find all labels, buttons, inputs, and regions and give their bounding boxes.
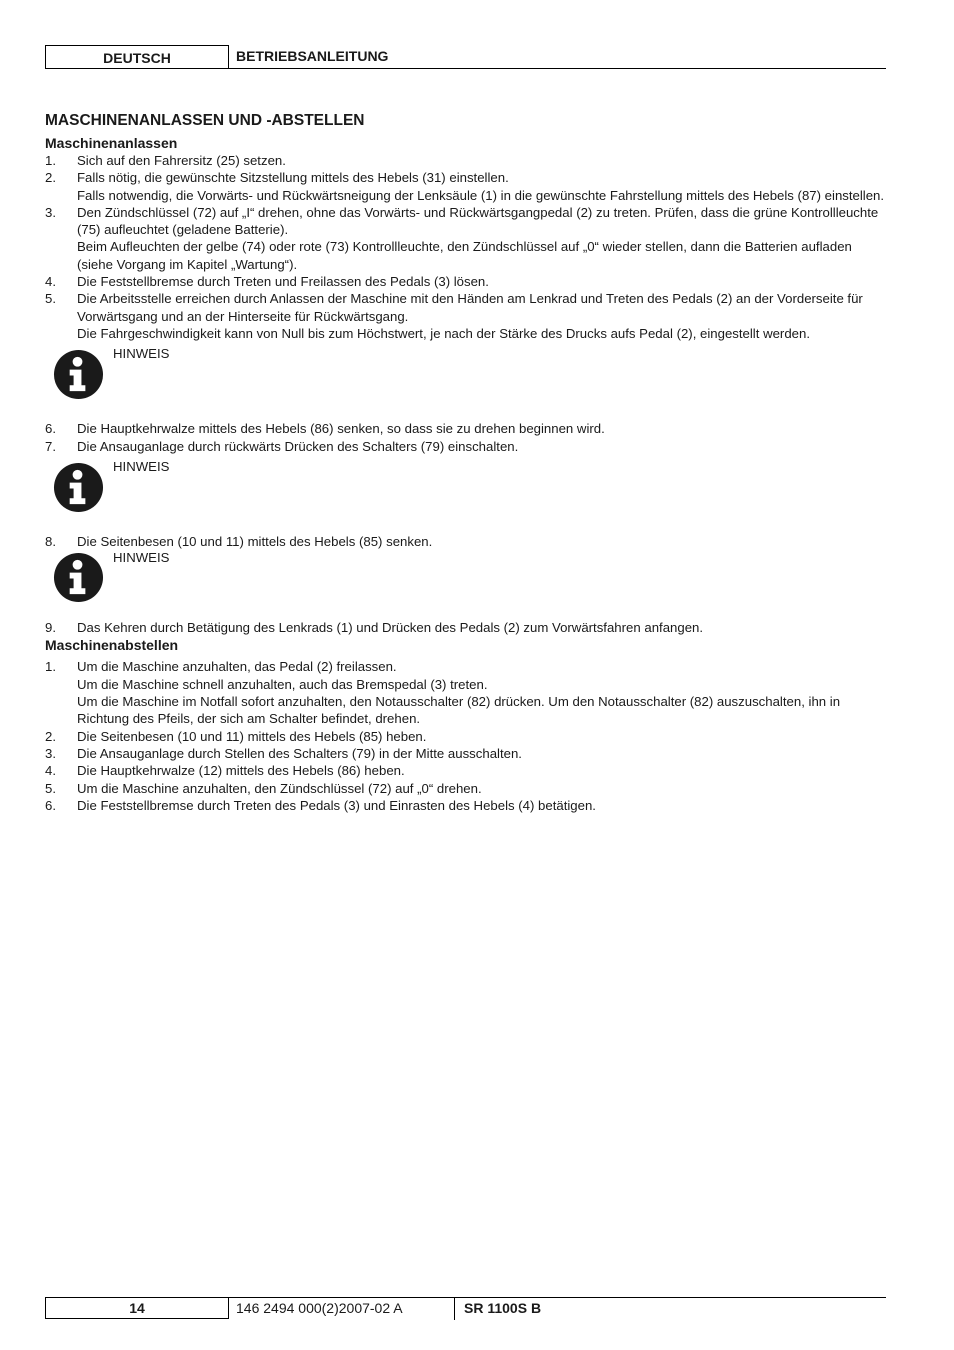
step-number: 2 . <box>45 169 56 186</box>
step-text: Die Seitenbesen (10 und 11) mittels des Hebels (85) senken. <box>77 533 433 549</box>
start-step-7 <box>45 438 890 455</box>
main-content <box>45 108 890 814</box>
step-number: 2 . <box>45 728 56 745</box>
model-name: SR 1100S B <box>464 1300 542 1316</box>
step-text: Die Hauptkehrwalze (12) mittels des Hebels (86) heben. <box>77 763 405 779</box>
step-text: Die Feststellbremse durch Treten und Freilassen des Pedals (3) lösen. <box>77 274 489 290</box>
note-label: HINWEIS <box>113 458 170 474</box>
step-number: 3 . <box>45 204 56 221</box>
step-number: 4 . <box>45 273 56 290</box>
step-number: 4 . <box>45 762 56 779</box>
start-steps-continued <box>45 619 890 636</box>
stop-step-5 <box>45 780 890 797</box>
step-text: Um die Maschine anzuhalten, den Zündschlüssel (72) auf „0“ drehen. <box>77 780 482 796</box>
start-step-2 <box>45 169 890 204</box>
step-text: Falls notwendig, die Vorwärts- und Rückwärtsneigung der Lenksäule (1) in die gewünschte Fahrstellung mittels des Hebels (87) einstellen. <box>77 187 885 203</box>
step-number: 5 . <box>45 780 56 797</box>
step-number: 6 . <box>45 420 56 437</box>
step-number: 1 . <box>45 152 56 169</box>
section-title: MASCHINENANLASSEN UND -ABSTELLEN <box>45 112 365 129</box>
stop-steps <box>45 658 890 814</box>
step-text: Sich auf den Fahrersitz (25) setzen. <box>77 153 286 168</box>
start-step-6 <box>45 420 890 437</box>
note-box <box>45 550 890 619</box>
start-heading: Maschinenanlassen <box>45 135 178 151</box>
footer-divider <box>454 1298 455 1320</box>
step-number: 7 . <box>45 438 56 455</box>
page-number: 14 <box>45 1298 229 1319</box>
page-header <box>45 45 886 69</box>
start-step-4 <box>45 273 890 290</box>
stop-step-4 <box>45 762 890 779</box>
step-number: 8 . <box>45 533 56 550</box>
start-step-1 <box>45 152 890 169</box>
note-box <box>45 455 890 533</box>
page-footer <box>45 1297 886 1320</box>
step-number: 6 . <box>45 797 56 814</box>
step-text: Den Zündschlüssel (72) auf „I“ drehen, ohne das Vorwärts- und Rückwärtsgangpedal (2) zu treten. Prüfen, dass die grüne Kontrollleuchte (75) aufleuchtet (geladene Batterie). <box>77 204 879 238</box>
step-text: Falls nötig, die gewünschte Sitzstellung mittels des Hebels (31) einstellen. <box>77 170 509 186</box>
start-step-5 <box>45 290 890 342</box>
step-text: Um die Maschine im Notfall sofort anzuhalten, den Notausschalter (82) drücken. Um den Notausschalter (82) auszuschalten, ihn in Richtung des Pfeils, der sich am Schalter befindet, drehen. <box>77 694 841 727</box>
stop-heading: Maschinenabstellen <box>45 637 179 654</box>
step-text: Beim Aufleuchten der gelbe (74) oder rote (73) Kontrollleuchte, den Zündschlüssel auf „0“ wieder stellen, dann die Batterien aufladen (siehe Vorgang im Kapitel „Wartung“). <box>77 239 852 272</box>
start-steps-continued <box>45 420 890 455</box>
note-label: HINWEIS <box>113 346 170 362</box>
step-text: Die Ansauganlage durch Stellen des Schalters (79) in der Mitte ausschalten. <box>77 745 522 761</box>
manual-title: BETRIEBSANLEITUNG <box>236 48 389 64</box>
stop-step-2 <box>45 728 890 745</box>
info-icon <box>53 462 104 513</box>
stop-step-1 <box>45 658 890 727</box>
step-text: Die Seitenbesen (10 und 11) mittels des Hebels (85) heben. <box>77 728 427 744</box>
stop-step-3 <box>45 745 890 762</box>
step-text: Die Ansauganlage durch rückwärts Drücken des Schalters (79) einschalten. <box>77 438 519 454</box>
start-steps-continued <box>45 533 890 550</box>
step-text: Die Feststellbremse durch Treten des Pedals (3) und Einrasten des Hebels (4) betätigen. <box>77 797 596 813</box>
info-icon <box>53 349 104 400</box>
start-steps <box>45 152 890 342</box>
step-text: Um die Maschine schnell anzuhalten, auch das Bremspedal (3) treten. <box>77 676 488 692</box>
start-step-3 <box>45 204 890 273</box>
info-icon <box>53 552 104 603</box>
note-box <box>45 342 890 420</box>
start-step-9 <box>45 619 890 636</box>
step-text: Die Fahrgeschwindigkeit kann von Null bis zum Höchstwert, je nach der Stärke des Drucks aufs Pedal (2), eingestellt werden. <box>77 325 810 341</box>
step-text: Das Kehren durch Betätigung des Lenkrads (1) und Drücken des Pedals (2) zum Vorwärtsfahren anfangen. <box>77 620 704 636</box>
note-label: HINWEIS <box>113 550 170 566</box>
step-text: Um die Maschine anzuhalten, das Pedal (2) freilassen. <box>77 659 397 675</box>
stop-step-6 <box>45 797 890 814</box>
step-number: 3 . <box>45 745 56 762</box>
language-label: DEUTSCH <box>45 45 229 68</box>
step-text: Die Arbeitsstelle erreichen durch Anlassen der Maschine mit den Händen am Lenkrad und Treten des Pedals (2) an der Vorderseite für Vorwärtsgang und an der Hinterseite für Rückwärtsgang. <box>77 291 863 324</box>
document-number: 146 2494 000(2)2007-02 A <box>236 1300 403 1316</box>
start-step-8 <box>45 533 890 550</box>
step-text: Die Hauptkehrwalze mittels des Hebels (86) senken, so dass sie zu drehen beginnen wird. <box>77 421 605 437</box>
step-number: 1 . <box>45 658 56 675</box>
step-number: 5 . <box>45 290 56 307</box>
step-number: 9 . <box>45 619 56 636</box>
